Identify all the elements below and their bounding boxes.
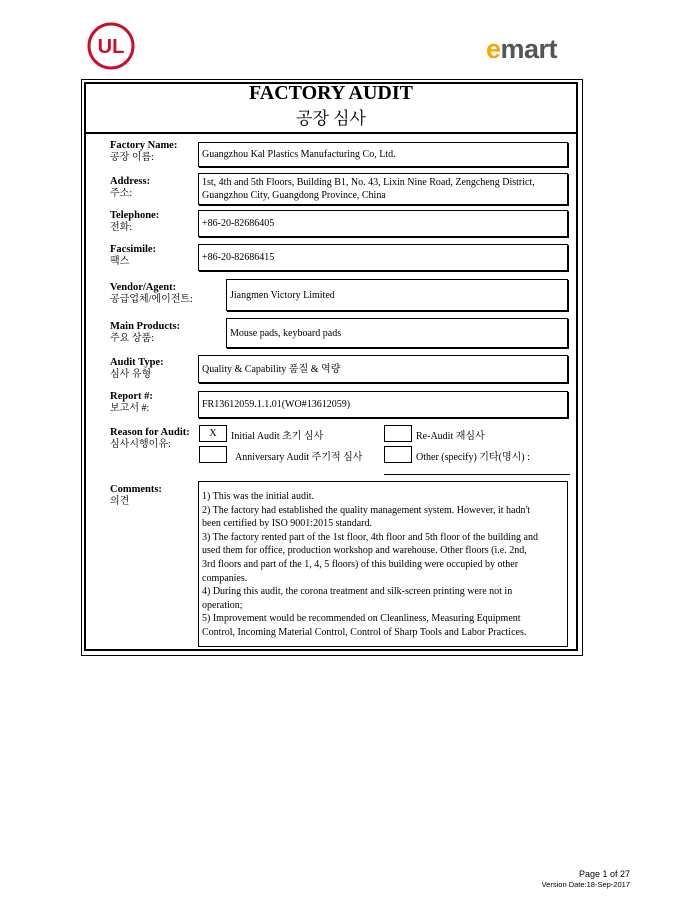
address-line-1: 1st, 4th and 5th Floors, Building B1, No. 43, Lixin Nine Road, Zengcheng District, bbox=[202, 177, 535, 188]
form-title-korean: 공장 심사 bbox=[296, 109, 366, 128]
address-label: Address: 주소: bbox=[110, 176, 151, 199]
anniversary-audit-label: Anniversary Audit 주기적 심사 bbox=[235, 452, 363, 463]
ul-logo bbox=[87, 22, 135, 70]
audit-type-label: Audit Type: 심사 유형 bbox=[110, 357, 164, 380]
title-divider bbox=[86, 132, 576, 134]
comment-line: 5) Improvement would be recommended on Cleanliness, Measuring Equipment bbox=[202, 613, 521, 625]
comment-line: Control, Incoming Material Control, Control of Sharp Tools and Labor Practices. bbox=[202, 626, 527, 638]
form-title: FACTORY AUDIT bbox=[249, 82, 413, 104]
telephone-field[interactable]: +86-20-82686405 bbox=[198, 210, 568, 237]
reason-label: Reason for Audit: 심사시행이유: bbox=[110, 427, 190, 450]
initial-audit-label: Initial Audit 초기 심사 bbox=[231, 431, 324, 442]
vendor-label: Vendor/Agent: 공급업체/에이전트: bbox=[110, 282, 193, 305]
comment-line: 3rd floors and part of the 1, 4, 5 floors) of this building were occupied by other bbox=[202, 558, 519, 570]
facsimile-field[interactable]: +86-20-82686415 bbox=[198, 244, 568, 271]
address-field[interactable] bbox=[198, 173, 568, 205]
main-products-field[interactable]: Mouse pads, keyboard pads bbox=[226, 318, 568, 348]
comments-box[interactable] bbox=[198, 481, 568, 647]
comment-line: 3) The factory rented part of the 1st floor, 4th floor and 5th floor of the building and bbox=[202, 531, 538, 543]
comments-label: Comments: 의견 bbox=[110, 484, 162, 507]
comment-line: been certified by ISO 9001:2015 standard. bbox=[202, 518, 372, 530]
emart-logo-e: e bbox=[486, 34, 501, 64]
anniversary-audit-checkbox[interactable] bbox=[199, 446, 227, 463]
initial-audit-checkbox[interactable]: X bbox=[199, 425, 227, 442]
factory-name-field[interactable]: Guangzhou Kal Plastics Manufacturing Co, Ltd. bbox=[198, 142, 568, 167]
comment-line: 2) The factory had established the quality management system. However, it hadn't bbox=[202, 504, 531, 516]
version-date: Version Date:18-Sep-2017 bbox=[541, 880, 630, 889]
re-audit-checkbox[interactable] bbox=[384, 425, 412, 442]
comment-line: used them for office, production workshop and warehouse. Other floors (i.e. 2nd, bbox=[202, 545, 527, 557]
emart-logo bbox=[486, 34, 557, 65]
emart-logo-text: mart bbox=[500, 34, 558, 64]
comment-line: companies. bbox=[202, 572, 248, 584]
comment-line: 1) This was the initial audit. bbox=[202, 491, 315, 502]
telephone-label: Telephone: 전화: bbox=[110, 210, 160, 233]
re-audit-label: Re-Audit 재심사 bbox=[416, 431, 485, 442]
audit-type-field[interactable]: Quality & Capability 품질 & 역량 bbox=[198, 355, 568, 383]
other-reason-label: Other (specify) 기타(명시) : bbox=[416, 452, 530, 463]
facsimile-label: Facsimile: 팩스 bbox=[110, 244, 157, 267]
other-reason-checkbox[interactable] bbox=[384, 446, 412, 463]
other-specify-line[interactable] bbox=[384, 474, 570, 475]
vendor-field[interactable]: Jiangmen Victory Limited bbox=[226, 279, 568, 311]
comment-line: 4) During this audit, the corona treatment and silk-screen printing were not in bbox=[202, 586, 513, 598]
address-line-2: Guangzhou City, Guangdong Province, China bbox=[202, 190, 386, 201]
report-number-field[interactable]: FR13612059.1.1.01(WO#13612059) bbox=[198, 391, 568, 418]
main-products-label: Main Products: 주요 상품: bbox=[110, 321, 181, 344]
report-number-label: Report #: 보고서 #: bbox=[110, 391, 153, 414]
ul-logo-text: UL bbox=[97, 36, 125, 58]
factory-name-label: Factory Name: 공장 이름: bbox=[110, 140, 178, 163]
comment-line: operation; bbox=[202, 599, 243, 611]
page-number: Page 1 of 27 bbox=[578, 869, 630, 879]
